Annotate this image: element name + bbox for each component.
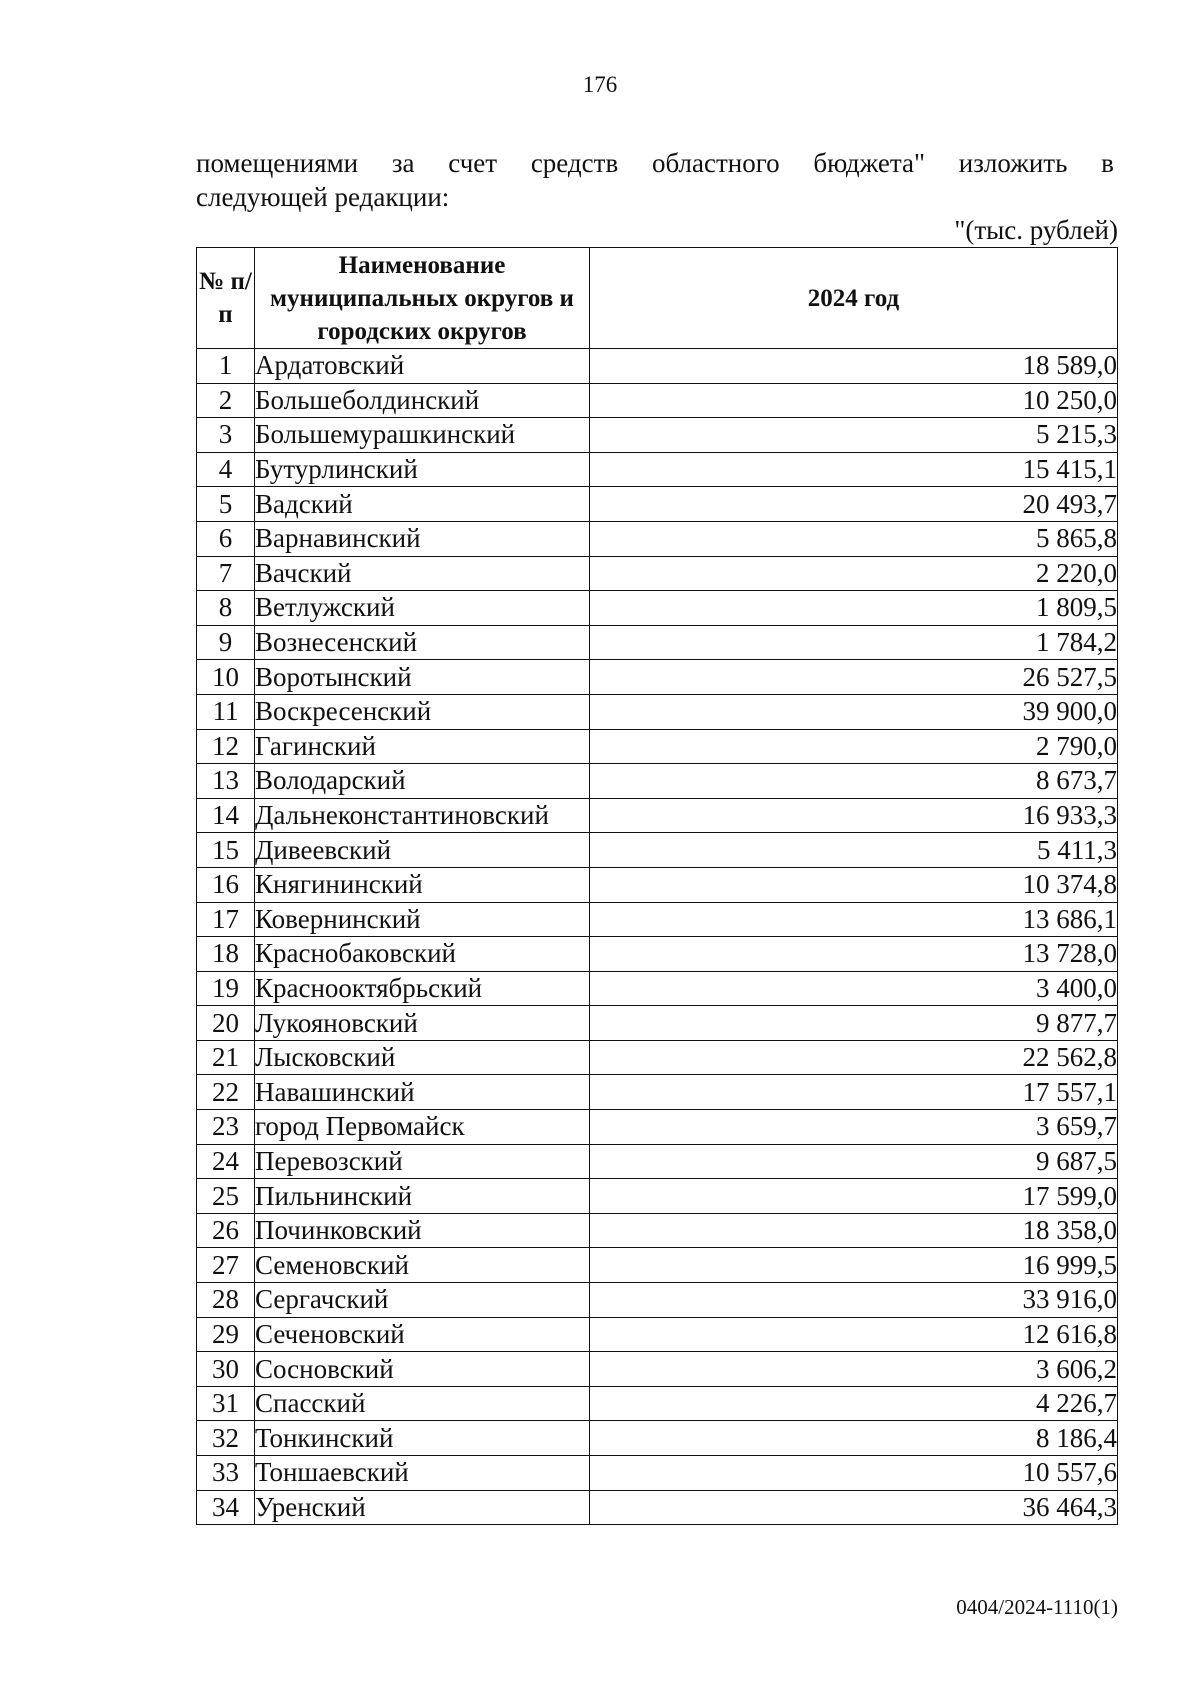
row-value: 18 589,0 (590, 349, 1118, 384)
header-year: 2024 год (590, 248, 1118, 349)
row-value: 3 606,2 (590, 1352, 1118, 1387)
intro-word: счет (448, 148, 498, 178)
table-row (197, 764, 1118, 799)
row-number: 34 (197, 1490, 255, 1525)
table-row (197, 798, 1118, 833)
row-value: 5 215,3 (590, 418, 1118, 453)
district-name: Спасский (255, 1386, 590, 1421)
district-name: Ветлужский (255, 591, 590, 626)
table-row (197, 833, 1118, 868)
district-name: Вознесенский (255, 625, 590, 660)
row-value: 5 865,8 (590, 521, 1118, 556)
district-name: Дальнеконстантиновский (255, 798, 590, 833)
row-value: 16 933,3 (590, 798, 1118, 833)
row-number: 22 (197, 1075, 255, 1110)
intro-line-1 (196, 146, 1114, 180)
district-name: Княгининский (255, 867, 590, 902)
table-row (197, 1075, 1118, 1110)
row-number: 15 (197, 833, 255, 868)
row-value: 13 686,1 (590, 902, 1118, 937)
table-row (197, 729, 1118, 764)
row-number: 27 (197, 1248, 255, 1283)
row-number: 33 (197, 1456, 255, 1491)
row-value: 13 728,0 (590, 937, 1118, 972)
row-value: 8 673,7 (590, 764, 1118, 799)
row-number: 17 (197, 902, 255, 937)
district-name: Дивеевский (255, 833, 590, 868)
row-value: 10 250,0 (590, 383, 1118, 418)
row-number: 31 (197, 1386, 255, 1421)
table-row (197, 418, 1118, 453)
table-row (197, 1352, 1118, 1387)
row-value: 12 616,8 (590, 1317, 1118, 1352)
table-row (197, 521, 1118, 556)
row-number: 16 (197, 867, 255, 902)
district-name: Варнавинский (255, 521, 590, 556)
row-number: 2 (197, 383, 255, 418)
table-row (197, 971, 1118, 1006)
district-name: Сергачский (255, 1283, 590, 1318)
district-name: Вадский (255, 487, 590, 522)
table-row (197, 1456, 1118, 1491)
table-row (197, 660, 1118, 695)
table-row (197, 383, 1118, 418)
row-value: 33 916,0 (590, 1283, 1118, 1318)
row-number: 26 (197, 1213, 255, 1248)
table-row (197, 1144, 1118, 1179)
table-header-row (197, 248, 1118, 349)
row-value: 1 784,2 (590, 625, 1118, 660)
intro-word: областного (651, 148, 780, 178)
district-name: Гагинский (255, 729, 590, 764)
table-row (197, 1386, 1118, 1421)
table-row (197, 937, 1118, 972)
row-value: 3 400,0 (590, 971, 1118, 1006)
row-number: 5 (197, 487, 255, 522)
district-name: Тоншаевский (255, 1456, 590, 1491)
district-name: Воскресенский (255, 694, 590, 729)
row-number: 21 (197, 1040, 255, 1075)
intro-word: помещениями (196, 148, 359, 178)
row-number: 6 (197, 521, 255, 556)
district-name: Володарский (255, 764, 590, 799)
row-value: 16 999,5 (590, 1248, 1118, 1283)
table-row (197, 902, 1118, 937)
row-value: 3 659,7 (590, 1110, 1118, 1145)
table-row (197, 349, 1118, 384)
table-row (197, 1179, 1118, 1214)
district-name: Воротынский (255, 660, 590, 695)
district-name: Семеновский (255, 1248, 590, 1283)
row-number: 14 (197, 798, 255, 833)
table-row (197, 1490, 1118, 1525)
table-row (197, 1317, 1118, 1352)
intro-word: средств (530, 148, 619, 178)
row-value: 17 599,0 (590, 1179, 1118, 1214)
table-row (197, 625, 1118, 660)
district-name: Большемурашкинский (255, 418, 590, 453)
district-name: город Первомайск (255, 1110, 590, 1145)
table-row (197, 1040, 1118, 1075)
header-num: № п/п (197, 248, 255, 349)
header-name: Наименование муниципальных округов и городских округов (255, 248, 590, 349)
district-name: Тонкинский (255, 1421, 590, 1456)
district-name: Бутурлинский (255, 452, 590, 487)
row-number: 23 (197, 1110, 255, 1145)
intro-line-2: следующей редакции: (196, 182, 450, 212)
district-name: Перевозский (255, 1144, 590, 1179)
row-value: 4 226,7 (590, 1386, 1118, 1421)
row-number: 8 (197, 591, 255, 626)
table-row (197, 1213, 1118, 1248)
row-number: 13 (197, 764, 255, 799)
district-name: Уренский (255, 1490, 590, 1525)
table-row (197, 1248, 1118, 1283)
district-name: Вачский (255, 556, 590, 591)
row-value: 2 220,0 (590, 556, 1118, 591)
allocation-table (196, 247, 1118, 1525)
district-name: Ковернинский (255, 902, 590, 937)
district-name: Ардатовский (255, 349, 590, 384)
district-name: Краснооктябрьский (255, 971, 590, 1006)
row-value: 26 527,5 (590, 660, 1118, 695)
table-row (197, 487, 1118, 522)
row-value: 17 557,1 (590, 1075, 1118, 1110)
row-number: 4 (197, 452, 255, 487)
row-value: 2 790,0 (590, 729, 1118, 764)
row-number: 9 (197, 625, 255, 660)
table-row (197, 1006, 1118, 1041)
district-name: Сеченовский (255, 1317, 590, 1352)
row-value: 18 358,0 (590, 1213, 1118, 1248)
table-row (197, 452, 1118, 487)
table-row (197, 867, 1118, 902)
district-name: Лысковский (255, 1040, 590, 1075)
table-body (197, 349, 1118, 1525)
row-number: 28 (197, 1283, 255, 1318)
row-number: 11 (197, 694, 255, 729)
intro-paragraph (196, 146, 1114, 214)
row-number: 24 (197, 1144, 255, 1179)
row-number: 29 (197, 1317, 255, 1352)
row-number: 3 (197, 418, 255, 453)
row-value: 39 900,0 (590, 694, 1118, 729)
page-number: 176 (582, 72, 618, 97)
intro-word: за (391, 148, 415, 178)
row-number: 19 (197, 971, 255, 1006)
table-row (197, 1421, 1118, 1456)
row-number: 1 (197, 349, 255, 384)
row-number: 12 (197, 729, 255, 764)
table-row (197, 694, 1118, 729)
row-number: 25 (197, 1179, 255, 1214)
district-name: Большеболдинский (255, 383, 590, 418)
district-name: Лукояновский (255, 1006, 590, 1041)
row-number: 7 (197, 556, 255, 591)
document-code: 0404/2024-1110(1) (956, 1595, 1118, 1619)
row-number: 10 (197, 660, 255, 695)
row-value: 10 557,6 (590, 1456, 1118, 1491)
row-value: 9 687,5 (590, 1144, 1118, 1179)
table-row (197, 1110, 1118, 1145)
row-value: 22 562,8 (590, 1040, 1118, 1075)
row-value: 36 464,3 (590, 1490, 1118, 1525)
table-row (197, 591, 1118, 626)
district-name: Пильнинский (255, 1179, 590, 1214)
row-value: 8 186,4 (590, 1421, 1118, 1456)
row-value: 9 877,7 (590, 1006, 1118, 1041)
district-name: Сосновский (255, 1352, 590, 1387)
row-number: 32 (197, 1421, 255, 1456)
unit-label: "(тыс. рублей) (954, 215, 1118, 245)
row-value: 15 415,1 (590, 452, 1118, 487)
table-row (197, 556, 1118, 591)
row-value: 20 493,7 (590, 487, 1118, 522)
row-number: 30 (197, 1352, 255, 1387)
row-value: 10 374,8 (590, 867, 1118, 902)
intro-word: изложить (958, 148, 1068, 178)
row-number: 20 (197, 1006, 255, 1041)
district-name: Краснобаковский (255, 937, 590, 972)
district-name: Навашинский (255, 1075, 590, 1110)
row-value: 1 809,5 (590, 591, 1118, 626)
table-row (197, 1283, 1118, 1318)
row-value: 5 411,3 (590, 833, 1118, 868)
intro-word: бюджета" (813, 148, 926, 178)
district-name: Починковский (255, 1213, 590, 1248)
row-number: 18 (197, 937, 255, 972)
intro-word: в (1101, 148, 1114, 178)
